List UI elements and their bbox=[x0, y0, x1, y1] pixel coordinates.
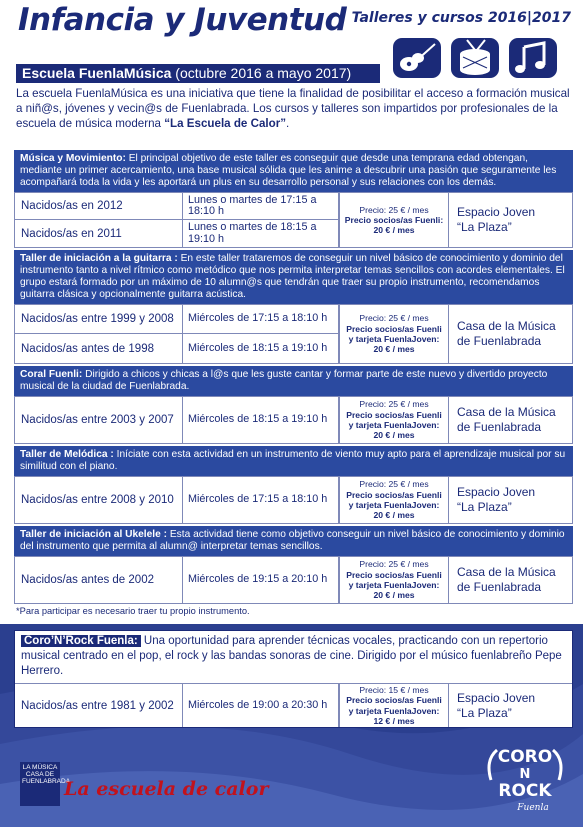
price-line: y tarjeta FuenlaJoven: bbox=[348, 334, 440, 344]
schedule-group bbox=[14, 396, 573, 444]
casa-logo-text: LA MÚSICA bbox=[22, 764, 58, 771]
age-cell: Nacidos/as entre 2003 y 2007 bbox=[15, 397, 183, 443]
schedule-group bbox=[14, 192, 573, 248]
casa-musica-logo bbox=[20, 762, 71, 806]
crorock-schedule-row bbox=[15, 683, 572, 727]
section-title: Música y Movimiento: bbox=[20, 153, 126, 164]
time-cell: Miércoles de 19:15 a 20:10 h bbox=[183, 557, 339, 603]
courses-table bbox=[14, 148, 573, 604]
section-header bbox=[14, 148, 573, 192]
price-line: Precio socios/as Fuenli bbox=[346, 323, 442, 334]
time-cell: Miércoles de 17:15 a 18:10 h bbox=[183, 305, 339, 333]
price-line: Precio socios/as Fuenli bbox=[346, 489, 442, 500]
schedule-lines bbox=[15, 477, 339, 523]
section-description: Esta actividad tiene como objetivo conseguir un nivel básico de conocimiento y dominio del instrumento que permita al alumn@ interpretar temas sencillos. bbox=[20, 529, 565, 552]
age-cell: Nacidos/as en 2011 bbox=[15, 220, 183, 247]
coro-logo-text: CORO bbox=[497, 747, 553, 767]
schedule-row bbox=[15, 557, 339, 603]
price-line: 12 € / mes bbox=[373, 715, 415, 726]
age-cell: Nacidos/as en 2012 bbox=[15, 193, 183, 219]
crorock-description bbox=[15, 631, 572, 683]
crorock-section bbox=[14, 630, 573, 728]
price-cell bbox=[339, 557, 449, 603]
section-header bbox=[14, 248, 573, 304]
section-description: El principal objetivo de este taller es conseguir que desde una temprana edad obtengan, mediante un primer acercamiento, una base musical sólida que les anime a descubrir una pasión que seguramente les acompañará toda la vida y les aportará un plus en su desarrollo personal y sus relaciones con los demás. bbox=[20, 153, 557, 188]
time-cell: Miércoles de 19:00 a 20:30 h bbox=[183, 684, 339, 727]
instrument-icons bbox=[391, 34, 561, 86]
price-line: y tarjeta FuenlaJoven: bbox=[348, 420, 440, 430]
place-cell bbox=[449, 397, 572, 443]
guitar-icon bbox=[393, 38, 441, 78]
place-line: Espacio Joven bbox=[457, 485, 536, 499]
price-line: Precio: 25 € / mes bbox=[359, 399, 429, 410]
section-description: En este taller trataremos de conseguir un nivel básico de conocimiento y dominio del instrumento tanto a nivel rítmico como metódico que nos permita interpretar temas sencillos con acordes elementales. El grupo estará formado por un máximo de 10 alumn@s que tendrán que traer su propio instrumento, recomendamos guitarra clásica y opcionalmente guitarra acústica. bbox=[20, 253, 565, 300]
schedule-group bbox=[14, 304, 573, 364]
place-cell bbox=[449, 557, 572, 603]
price-line: 20 € / mes bbox=[373, 344, 415, 355]
price-cell bbox=[339, 477, 449, 523]
age-cell: Nacidos/as entre 1981 y 2002 bbox=[15, 684, 183, 727]
place-line: de Fuenlabrada bbox=[457, 580, 542, 594]
price-line: Precio socios/as Fuenli bbox=[346, 409, 442, 420]
intro-highlight: “La Escuela de Calor” bbox=[164, 117, 287, 130]
price-cell bbox=[339, 193, 449, 247]
schedule-row bbox=[15, 305, 339, 334]
price-line: 20 € / mes bbox=[373, 510, 415, 521]
time-cell: Miércoles de 18:15 a 19:10 h bbox=[183, 334, 339, 363]
coro-logo-text: Fuenla bbox=[517, 803, 549, 813]
price-line: 20 € / mes bbox=[373, 225, 415, 236]
school-name: Escuela FuenlaMúsica bbox=[22, 65, 172, 81]
place-line: “La Plaza” bbox=[457, 705, 512, 720]
intro-paragraph bbox=[16, 86, 572, 131]
music-note-icon bbox=[509, 38, 557, 78]
place-line: “La Plaza” bbox=[457, 500, 512, 514]
place-line: Espacio Joven bbox=[457, 690, 536, 705]
price-line: y tarjeta FuenlaJoven: bbox=[348, 580, 440, 590]
schedule-group bbox=[14, 556, 573, 604]
schedule-row bbox=[15, 193, 339, 220]
price-line: Precio socios/as Fuenli: bbox=[344, 214, 444, 225]
price-cell bbox=[339, 305, 449, 363]
intro-text-end: . bbox=[286, 117, 290, 130]
instrument-note: *Para participar es necesario traer tu propio instrumento. bbox=[16, 606, 250, 616]
casa-logo-text: CASA DE bbox=[25, 771, 55, 778]
schedule-row bbox=[15, 220, 339, 247]
section-description: Dirigido a chicos y chicas a l@s que les guste cantar y formar parte de este nuevo y divertido proyecto musical de la ciudad de Fuenlabrada. bbox=[20, 369, 548, 392]
age-cell: Nacidos/as antes de 2002 bbox=[15, 557, 183, 603]
time-cell: Miércoles de 18:15 a 19:10 h bbox=[183, 397, 339, 443]
section-title: Taller de Melódica : bbox=[20, 449, 114, 460]
page-title: Infancia y Juventud bbox=[18, 2, 347, 38]
section-title: Taller de iniciación al Ukelele : bbox=[20, 529, 168, 540]
age-cell: Nacidos/as entre 2008 y 2010 bbox=[15, 477, 183, 523]
schedule-row bbox=[15, 477, 339, 523]
place-line: Casa de la Música bbox=[457, 405, 556, 419]
crorock-desc-text: Una oportunidad para aprender técnicas vocales, practicando con un repertorio musical centrado en el pop, el rock y las bandas sonoras de cine. Dirigido por el músico fuenlabreño Pepe Herrero. bbox=[21, 635, 562, 677]
page-subtitle: Talleres y cursos 2016|2017 bbox=[351, 10, 571, 26]
price-line: Precio socios/as Fuenli bbox=[346, 695, 442, 706]
price-line: Precio: 25 € / mes bbox=[359, 204, 429, 215]
school-title-bar bbox=[16, 64, 380, 83]
section-title: Taller de iniciación a la guitarra : bbox=[20, 253, 178, 264]
price-line: Precio: 25 € / mes bbox=[359, 479, 429, 490]
section-header bbox=[14, 524, 573, 556]
section-header bbox=[14, 444, 573, 476]
place-line: de Fuenlabrada bbox=[457, 334, 542, 348]
schedule-lines bbox=[15, 305, 339, 363]
age-cell: Nacidos/as antes de 1998 bbox=[15, 334, 183, 363]
coro-n-rock-logo bbox=[483, 740, 567, 816]
time-cell: Lunes o martes de 17:15 a 18:10 h bbox=[183, 193, 339, 219]
place-cell bbox=[449, 305, 572, 363]
coro-logo-text: ROCK bbox=[498, 781, 552, 801]
section-header bbox=[14, 364, 573, 396]
time-cell: Lunes o martes de 18:15 a 19:10 h bbox=[183, 220, 339, 247]
schedule-row bbox=[15, 334, 339, 363]
coro-logo-text: N bbox=[519, 767, 531, 782]
schedule-lines bbox=[15, 193, 339, 247]
place-cell bbox=[449, 684, 572, 727]
price-line: Precio socios/as Fuenli bbox=[346, 569, 442, 580]
price-cell bbox=[339, 397, 449, 443]
section-title: Coral Fuenli: bbox=[20, 369, 83, 380]
crorock-title: Coro’N’Rock Fuenla: bbox=[21, 635, 141, 647]
price-line: Precio: 25 € / mes bbox=[359, 559, 429, 570]
place-line: “La Plaza” bbox=[457, 220, 512, 234]
price-line: Precio: 25 € / mes bbox=[359, 313, 429, 324]
casa-logo-text: FUENLABRADA bbox=[22, 778, 71, 785]
place-cell bbox=[449, 477, 572, 523]
time-cell: Miércoles de 17:15 a 18:10 h bbox=[183, 477, 339, 523]
price-cell bbox=[339, 684, 449, 727]
price-line: 20 € / mes bbox=[373, 430, 415, 441]
schedule-lines bbox=[15, 397, 339, 443]
price-line: y tarjeta FuenlaJoven: bbox=[348, 500, 440, 510]
place-cell bbox=[449, 193, 572, 247]
section-description: Iníciate con esta actividad en un instrumento de viento muy apto para el aprendizaje musical por su similitud con el piano. bbox=[20, 449, 566, 472]
place-line: Espacio Joven bbox=[457, 205, 536, 219]
price-line: Precio: 15 € / mes bbox=[359, 684, 429, 695]
schedule-lines bbox=[15, 557, 339, 603]
school-period: (octubre 2016 a mayo 2017) bbox=[175, 65, 352, 81]
price-line: y tarjeta FuenlaJoven: bbox=[348, 705, 440, 716]
price-line: 20 € / mes bbox=[373, 590, 415, 601]
schedule-group bbox=[14, 476, 573, 524]
escuela-de-calor-logo: La escuela de calor bbox=[64, 778, 269, 800]
schedule-row bbox=[15, 397, 339, 443]
age-cell: Nacidos/as entre 1999 y 2008 bbox=[15, 305, 183, 333]
place-line: de Fuenlabrada bbox=[457, 420, 542, 434]
place-line: Casa de la Música bbox=[457, 565, 556, 579]
drum-icon bbox=[451, 38, 499, 78]
intro-text: La escuela FuenlaMúsica es una iniciativa que tiene la finalidad de posibilitar el acceso a formación musical a niñ@s, jóvenes y vecin@s de Fuenlabrada. Los cursos y talleres son impartidos por profesionales de la escuela de música moderna bbox=[16, 87, 570, 130]
place-line: Casa de la Música bbox=[457, 319, 556, 333]
